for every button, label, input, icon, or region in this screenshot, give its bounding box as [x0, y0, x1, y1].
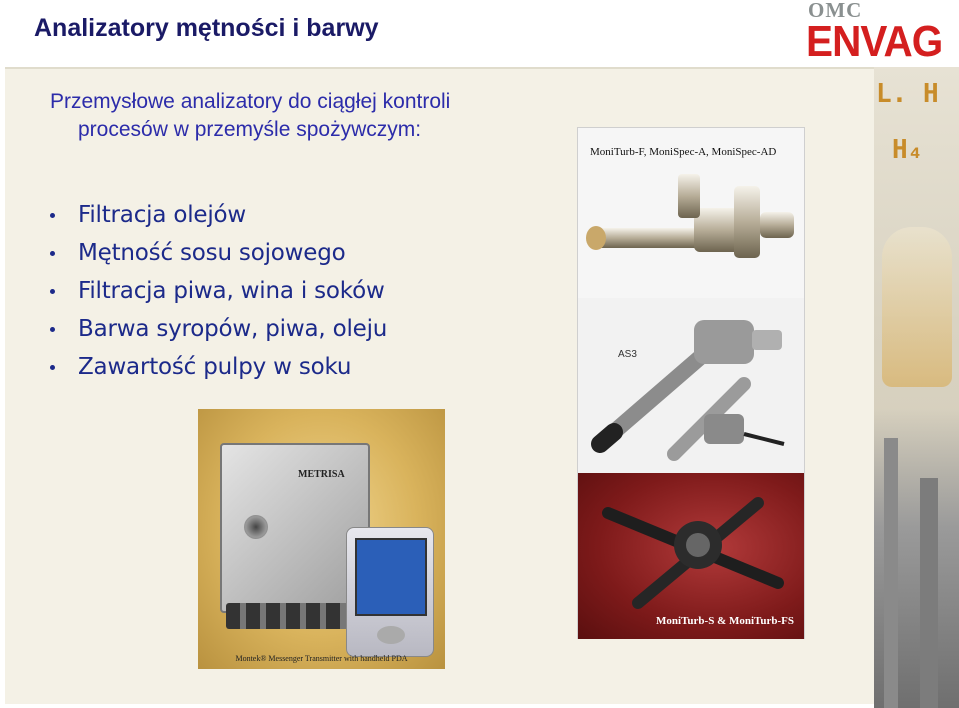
chem-formula-1: L. H — [876, 79, 939, 109]
sensor-port — [244, 515, 268, 539]
cross-sensor-illustration — [598, 483, 788, 613]
pda-screen — [355, 538, 427, 616]
list-item — [50, 272, 387, 310]
chimney-2 — [920, 478, 938, 708]
intro-line-1: Przemysłowe analizatory do ciągłej kontroli — [50, 90, 451, 113]
bullet-icon — [50, 327, 55, 332]
product-image-column — [577, 127, 805, 639]
photo-moniturb-f — [578, 128, 804, 298]
list-item — [50, 348, 387, 386]
omc-envag-logo — [806, 0, 946, 64]
photo-as3 — [578, 298, 804, 473]
photo-montek-messenger — [198, 409, 445, 669]
list-item-text: Filtracja olejów — [78, 202, 247, 228]
list-item-text: Zawartość pulpy w soku — [78, 354, 352, 380]
list-item-text: Barwa syropów, piwa, oleju — [78, 316, 388, 342]
pda-navigation-pad — [377, 626, 405, 644]
logo-omc-text: OMC — [808, 0, 863, 22]
intro-line-2: procesów w przemyśle spożywczym: — [78, 118, 422, 141]
cable-connectors — [226, 603, 366, 629]
bullet-icon — [50, 251, 55, 256]
list-item — [50, 234, 387, 272]
list-item-text: Mętność sosu sojowego — [78, 240, 346, 266]
photo-caption: MoniTurb-F, MoniSpec-A, MoniSpec-AD — [590, 146, 777, 158]
photo-moniturb-s — [578, 473, 804, 639]
photo-caption: MoniTurb-S & MoniTurb-FS — [656, 615, 794, 627]
list-item — [50, 196, 387, 234]
photo-caption: Montek® Messenger Transmitter with handheld PDA — [235, 654, 408, 663]
handheld-pda — [346, 527, 434, 657]
chimney-1 — [884, 438, 898, 708]
chem-formula-2: H₄ — [892, 135, 924, 165]
intro-text — [50, 88, 450, 144]
decorative-side-image — [874, 67, 959, 708]
bullet-icon — [50, 289, 55, 294]
logo-envag-text: ENVAG — [806, 17, 943, 66]
list-item-text: Filtracja piwa, wina i soków — [78, 278, 385, 304]
slide-title: Analizatory mętności i barwy — [34, 14, 379, 42]
brand-label: METRISA — [298, 469, 345, 480]
bullet-icon — [50, 365, 55, 370]
probe-sensor-illustration — [584, 304, 798, 469]
photo-caption: AS3 — [618, 349, 637, 360]
application-list — [50, 196, 387, 386]
bullet-icon — [50, 213, 55, 218]
flask-shape — [882, 227, 952, 387]
inline-sensor-illustration — [584, 168, 798, 288]
list-item — [50, 310, 387, 348]
